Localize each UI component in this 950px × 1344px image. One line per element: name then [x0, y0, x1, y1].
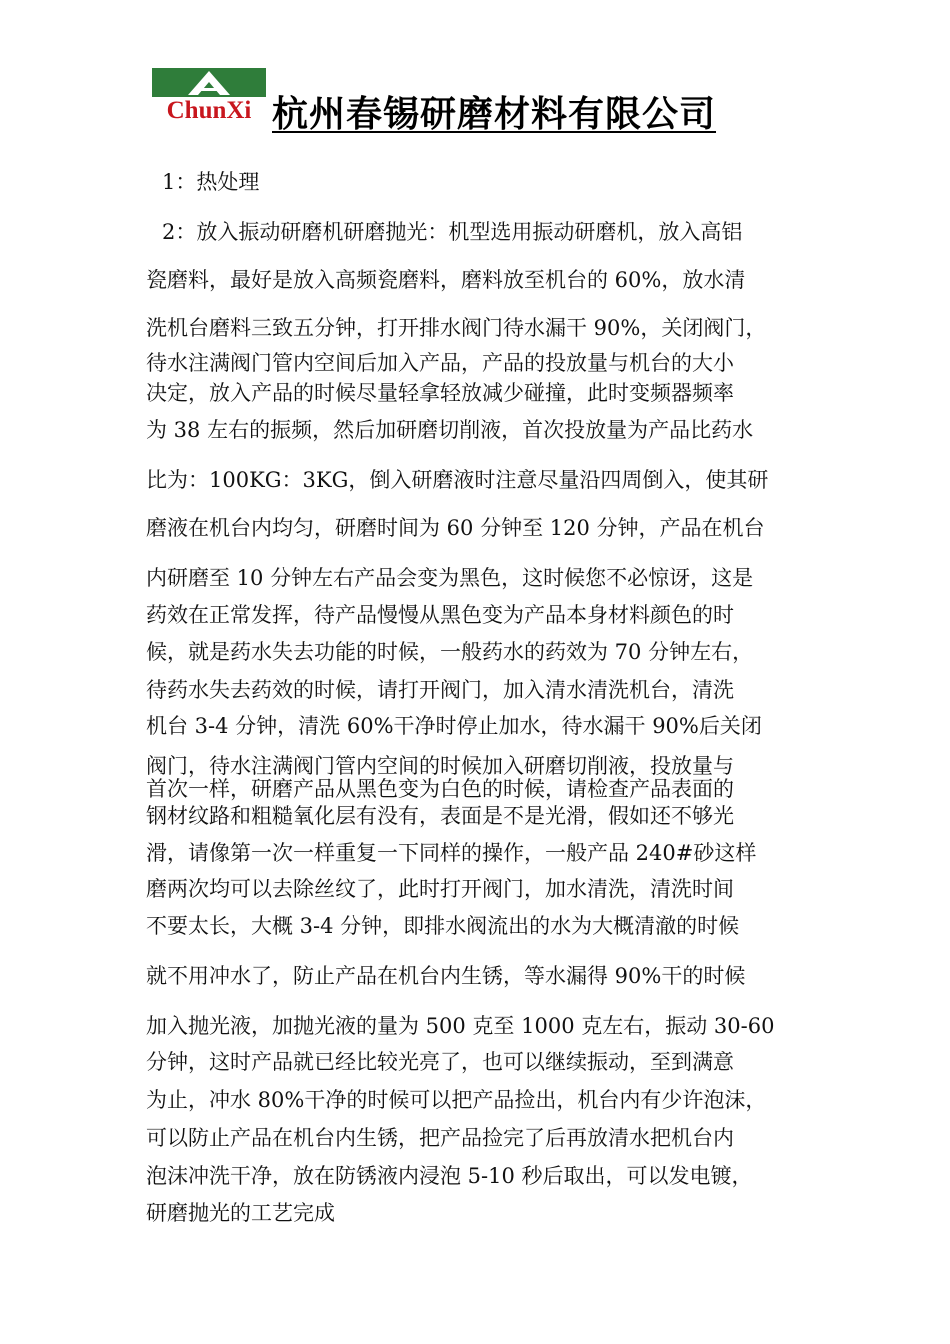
body-line: 首次一样，研磨产品从黑色变为白色的时候，请检查产品表面的	[146, 777, 734, 801]
body-line: 磨液在机台内均匀，研磨时间为 60 分钟至 120 分钟，产品在机台	[146, 516, 765, 540]
document-header	[152, 64, 792, 136]
body-line: 为 38 左右的振频，然后加研磨切削液，首次投放量为产品比药水	[146, 418, 754, 442]
body-line: 可以防止产品在机台内生锈，把产品捡完了后再放清水把机台内	[146, 1126, 734, 1150]
body-line: 药效在正常发挥，待产品慢慢从黑色变为产品本身材料颜色的时	[146, 603, 734, 627]
body-line: 瓷磨料，最好是放入高频瓷磨料，磨料放至机台的 60%，放水清	[146, 268, 746, 292]
chunxi-logo	[152, 68, 266, 124]
body-line: 阀门，待水注满阀门管内空间的时候加入研磨切削液，投放量与	[146, 754, 734, 778]
body-line: 待药水失去药效的时候，请打开阀门，加入清水清洗机台，清洗	[146, 678, 734, 702]
body-line: 为止，冲水 80%干净的时候可以把产品捡出，机台内有少许泡沫，	[146, 1088, 767, 1112]
body-line: 泡沫冲洗干净，放在防锈液内浸泡 5-10 秒后取出，可以发电镀，	[146, 1164, 753, 1188]
body-line: 2：放入振动研磨机研磨抛光：机型选用振动研磨机，放入高铝	[162, 220, 743, 244]
body-line: 就不用冲水了，防止产品在机台内生锈，等水漏得 90%干的时候	[146, 964, 746, 988]
body-line: 决定，放入产品的时候尽量轻拿轻放减少碰撞，此时变频器频率	[146, 381, 734, 405]
body-line: 待水注满阀门管内空间后加入产品，产品的投放量与机台的大小	[146, 351, 734, 375]
body-line: 研磨抛光的工艺完成	[146, 1201, 335, 1225]
body-line: 加入抛光液，加抛光液的量为 500 克至 1000 克左右，振动 30-60	[146, 1014, 775, 1038]
body-line: 分钟，这时产品就已经比较光亮了，也可以继续振动，至到满意	[146, 1050, 734, 1074]
body-line: 候，就是药水失去功能的时候，一般药水的药效为 70 分钟左右，	[146, 640, 754, 664]
body-line: 磨两次均可以去除丝纹了，此时打开阀门，加水清洗，清洗时间	[146, 877, 734, 901]
body-line: 洗机台磨料三致五分钟，打开排水阀门待水漏干 90%，关闭阀门，	[146, 316, 767, 340]
body-line: 不要太长，大概 3-4 分钟，即排水阀流出的水为大概清澈的时候	[146, 914, 740, 938]
body-line: 内研磨至 10 分钟左右产品会变为黑色，这时候您不必惊讶，这是	[146, 566, 754, 590]
logo-text: ChunXi	[166, 97, 252, 124]
body-line: 滑，请像第一次一样重复一下同样的操作，一般产品 240#砂这样	[146, 841, 757, 865]
body-line: 机台 3-4 分钟，清洗 60%干净时停止加水，待水漏干 90%后关闭	[146, 714, 762, 738]
body-line: 钢材纹路和粗糙氧化层有没有，表面是不是光滑，假如还不够光	[146, 804, 734, 828]
body-line: 1：热处理	[162, 170, 260, 194]
body-line: 比为：100KG：3KG，倒入研磨液时注意尽量沿四周倒入，使其研	[146, 468, 769, 492]
company-title: 杭州春锡研磨材料有限公司	[272, 93, 717, 135]
